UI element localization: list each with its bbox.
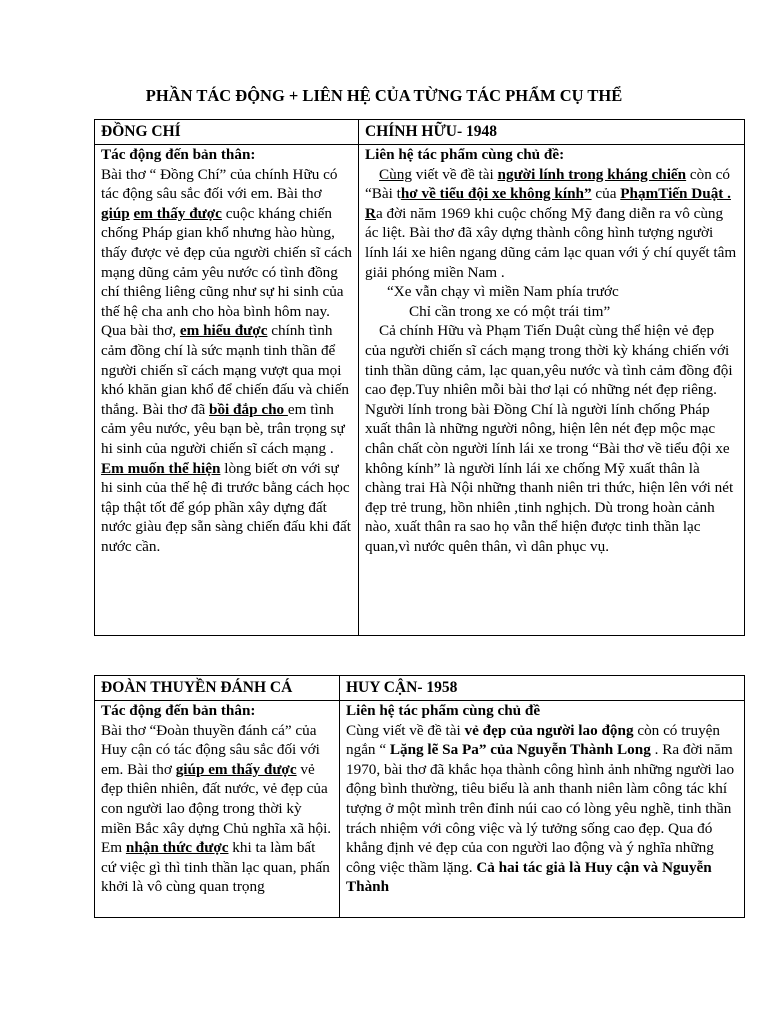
table-dong-chi (94, 119, 745, 636)
related-paragraph: Cùng viết về đề tài vẻ đẹp của người lao động còn có truyện ngắn “ Lặng lẽ Sa Pa” của Nguyễn Thành Long . Ra đời năm 1970, bài thơ đã khắc họa thành công hình ảnh những người lao động bình thường, tiêu biểu là anh thanh niên làm công tác khí tượng ở một mình trên đỉnh núi cao có lòng yêu nghề, tinh thần trách nhiệm với công việc và lý tưởng sống cao đẹp. Qua đó khẳng định vẻ đẹp của con người lao động và ý nghĩa những công việc thầm lặng. Cả hai tác giả là Huy cận và Nguyễn Thành (346, 721, 735, 896)
author-year-cell: CHÍNH HỮU- 1948 (359, 120, 745, 145)
poem-line-2: Chỉ cần trong xe có một trái tim” (409, 302, 611, 320)
table-doan-thuyen-danh-ca (94, 675, 745, 918)
related-works-cell (359, 145, 745, 636)
impact-heading: Tác động đến bản thân: (101, 702, 256, 719)
impact-heading: Tác động đến bản thân: (101, 146, 256, 163)
related-heading: Liên hệ tác phẩm cùng chủ đề (346, 702, 541, 719)
related-paragraph-2: Cả chính Hữu và Phạm Tiến Duật cùng thể hiện vẻ đẹp của người chiến sĩ cách mạng trong thời kỳ kháng chiến với tinh thần dũng cảm, lạc quan,yêu nước và tình cảm đồng đội cao đẹp.Tuy nhiên mỗi bài thơ lại có những nét đẹp riêng. Người lính trong bài Đồng Chí là người lính chống Pháp xuất thân là những người nông, hiện lên nét đẹp mộc mạc chân chất còn người lính lái xe trong “Bài thơ về tiểu đội xe không kính” là người lính lái xe chống Mỹ xuất thân là chàng trai Hà Nội những thanh niên tri thức, hiện lên với nét đẹp trẻ trung, hồn nhiên ,tinh nghịch. Dù trong hoàn cảnh nào, xuất thân ra sao họ vẫn thể hiện được tinh thần lạc quan,vì nước quên thân, vì dân phục vụ. (365, 322, 734, 555)
impact-text: Bài thơ “ Đồng Chí” của chính Hữu có tác động sâu sắc đối với em. Bài thơ giúp em thấy được cuộc kháng chiến chống Pháp gian khổ nhưng hào hùng, thấy được vẻ đẹp của người chiến sĩ cách mạng dũng cảm yêu nước có tình đồng chí thiêng liêng cũng như sự hi sinh của thế hệ cha anh cho hòa bình hôm nay. Qua bài thơ, em hiểu được chính tình cảm đồng chí là sức mạnh tinh thần để người chiến sĩ cách mạng vượt qua mọi khó khăn gian khổ để chiến đấu và chiến thắng. Bài thơ đã bồi đắp cho em tình cảm yêu nước, yêu bạn bè, trân trọng sự hi sinh của người chiến sĩ cách mạng . Em muốn thể hiện lòng biết ơn với sự hi sinh của thế hệ đi trước bằng cách học tập thật tốt để góp phần xây dựng đất nước giàu đẹp sẵn sàng chiến đấu khi đất nước cần. (101, 165, 352, 555)
page-title: PHẦN TÁC ĐỘNG + LIÊN HỆ CỦA TỪNG TÁC PHẨM CỤ THỂ (145, 86, 623, 105)
impact-cell (95, 145, 359, 636)
poem-line-1: “Xe vẫn chạy vì miền Nam phía trước (387, 283, 619, 301)
work-title-cell: ĐỒNG CHÍ (95, 120, 359, 145)
impact-text: Bài thơ “Đoàn thuyền đánh cá” của Huy cận có tác động sâu sắc đối với em. Bài thơ giúp em thấy được vẻ đẹp thiên nhiên, đất nước, vẻ đẹp của con người lao động trong thời kỳ miền Bắc xây dựng Chủ nghĩa xã hội. Em nhận thức được khi ta làm bất cứ việc gì thì tinh thần lạc quan, phấn khởi là vô cùng quan trọng (101, 721, 332, 896)
impact-cell (95, 701, 340, 918)
related-works-cell (340, 701, 745, 918)
related-paragraph-1: Cùng viết về đề tài người lính trong kháng chiến còn có “Bài thơ về tiểu đội xe không kính” của PhạmTiến Duật . Ra đời năm 1969 khi cuộc chống Mỹ đang diễn ra vô cùng ác liệt. Bài thơ đã xây dựng thành công hình tượng người lính lái xe hiên ngang dũng cảm lạc quan với ý chí quyết tâm giải phóng miền Nam . (365, 165, 737, 281)
author-year-cell: HUY CẬN- 1958 (340, 676, 745, 701)
related-heading: Liên hệ tác phẩm cùng chủ đề: (365, 146, 565, 163)
work-title-cell: ĐOÀN THUYỀN ĐÁNH CÁ (95, 676, 340, 701)
